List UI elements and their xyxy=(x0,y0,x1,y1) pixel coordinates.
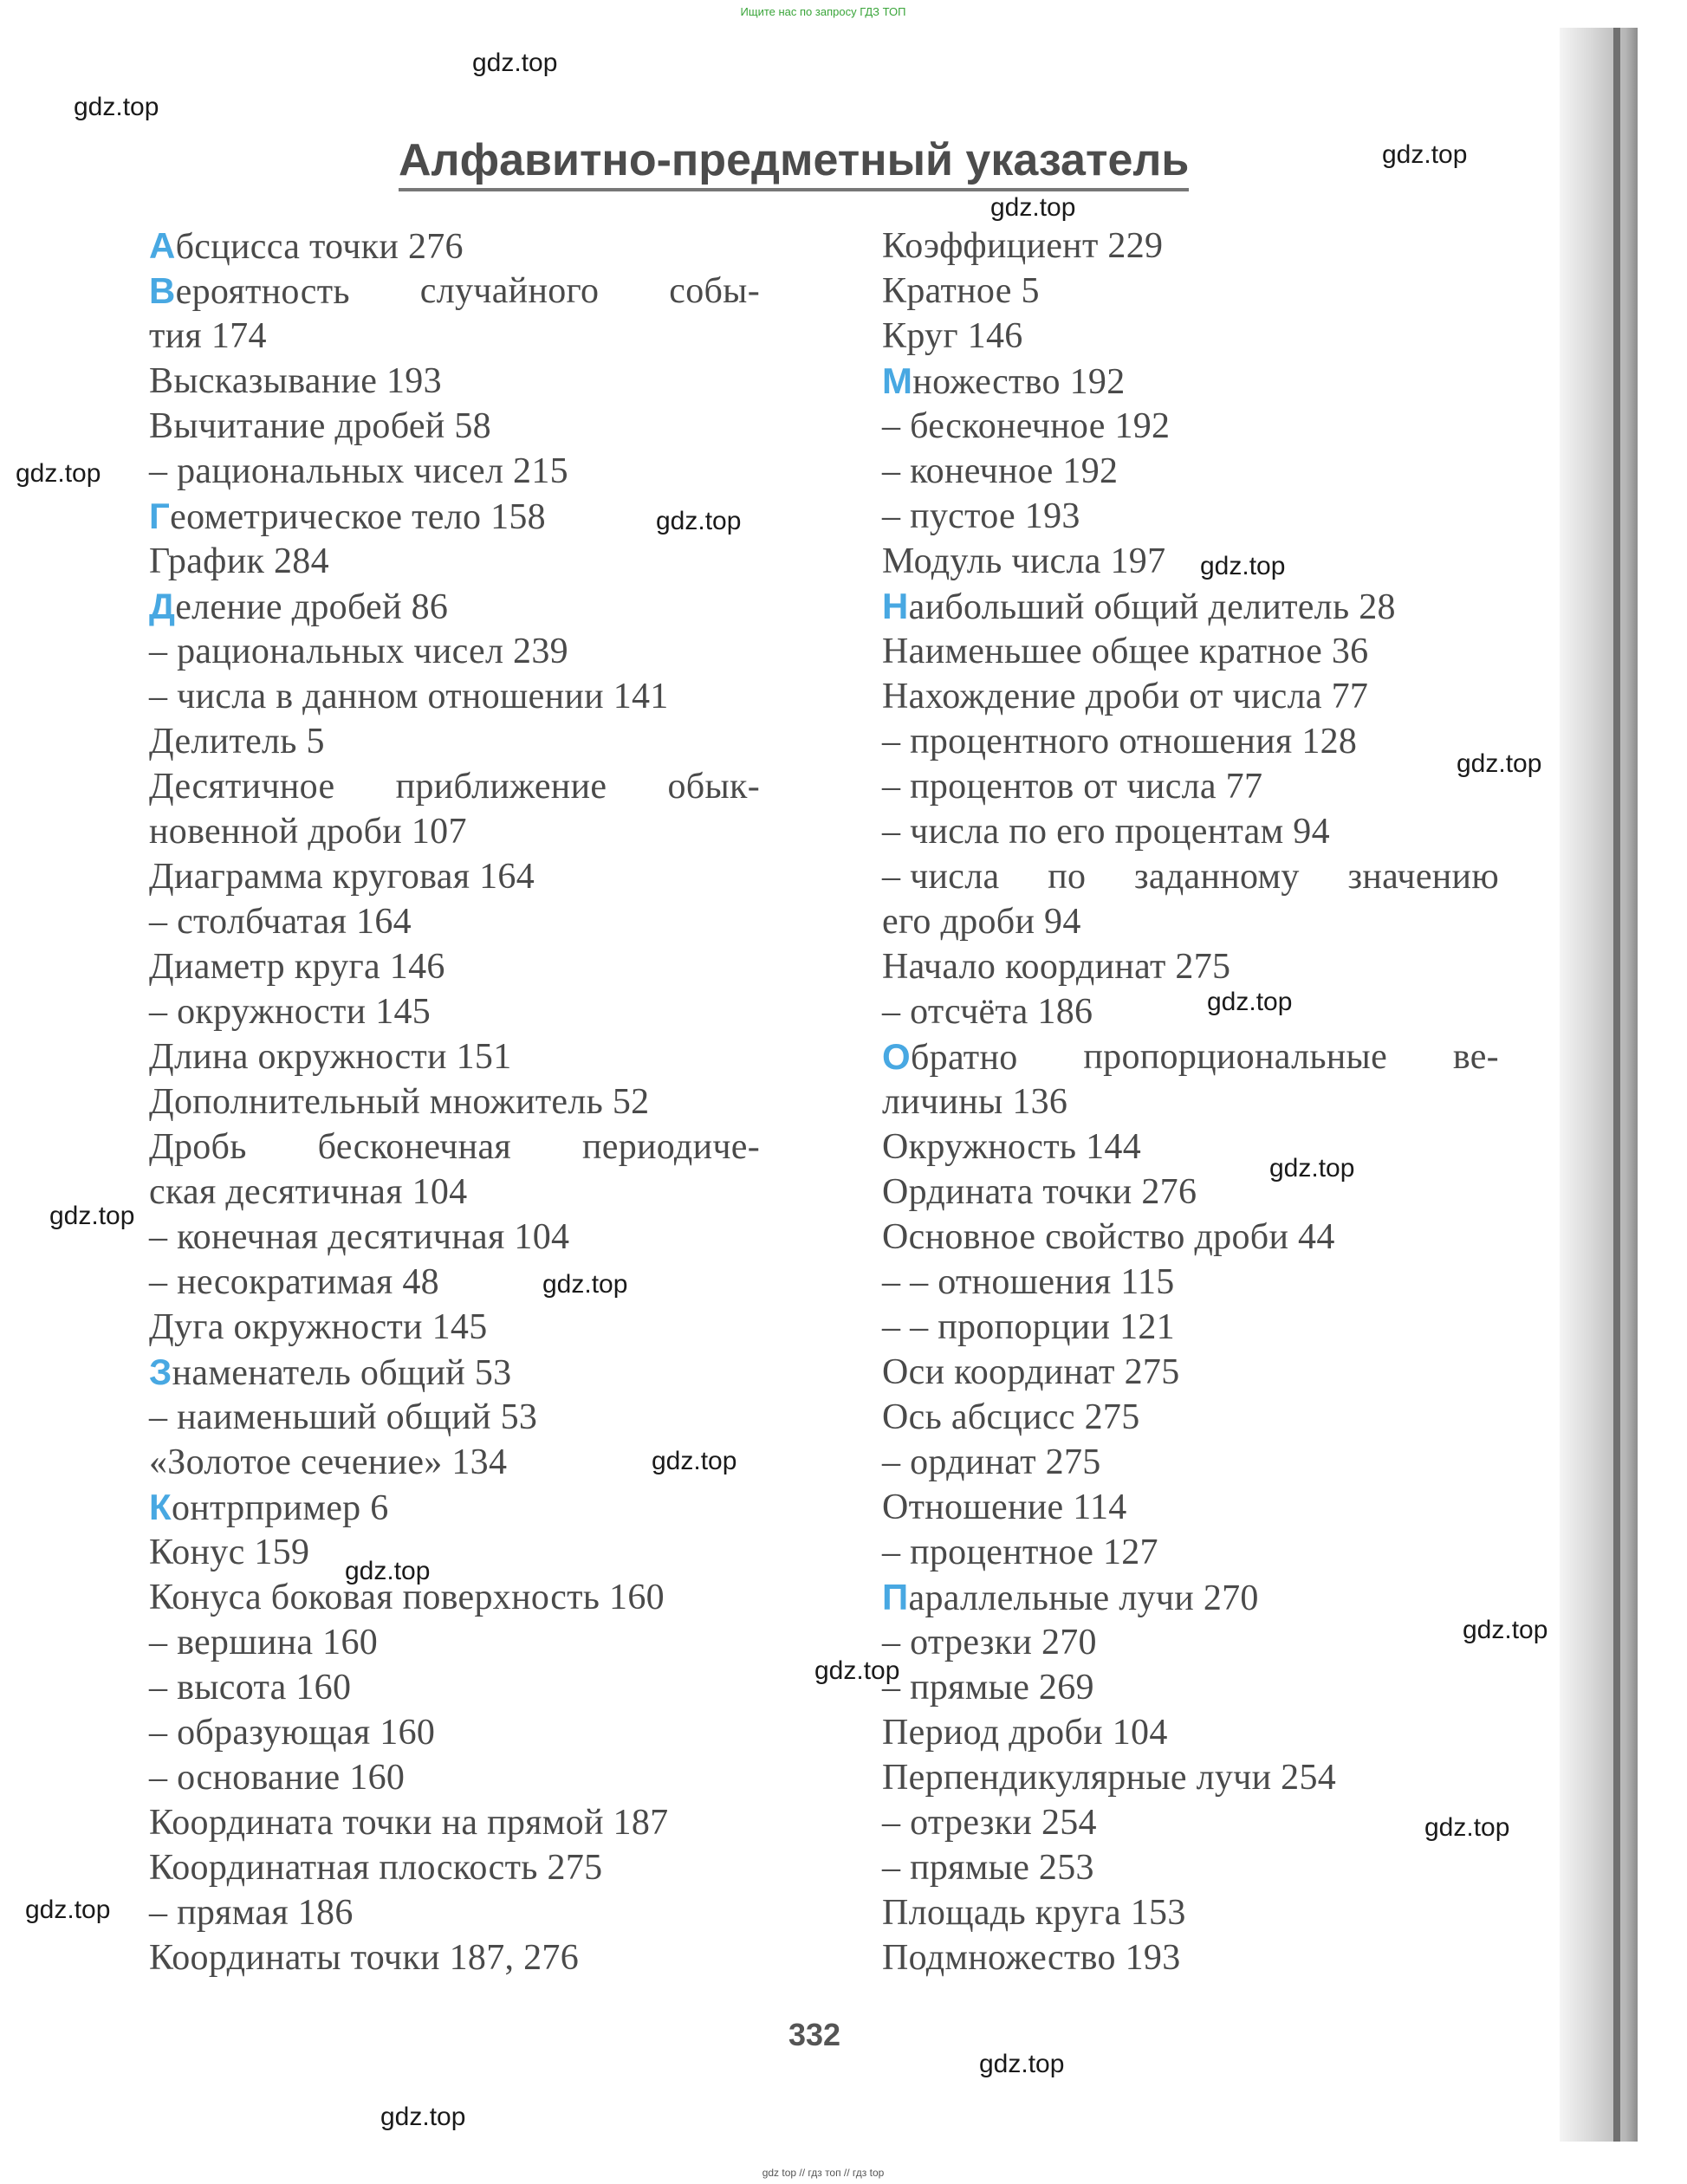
index-entry-word: пропорциональные xyxy=(1083,1037,1388,1077)
index-entry xyxy=(149,1530,760,1575)
index-entry xyxy=(149,674,760,719)
index-entry-word: значению xyxy=(1347,857,1499,897)
watermark: gdz.top xyxy=(1382,140,1468,169)
index-entry xyxy=(882,989,1499,1034)
index-entry xyxy=(149,1620,760,1665)
index-entry xyxy=(882,224,1499,269)
index-entry-text: Площадь круга 153 xyxy=(882,1893,1186,1933)
index-entry xyxy=(882,1305,1499,1350)
bottom-banner: gdz top // гдз топ // гдз top xyxy=(762,2167,885,2179)
index-entry-text: новенной дроби 107 xyxy=(149,812,467,852)
index-entry-text: Ось абсцисс 275 xyxy=(882,1397,1140,1437)
index-entry-text: аибольший общий делитель 28 xyxy=(908,587,1396,627)
index-entry xyxy=(149,224,760,269)
index-entry-text: Координатная плоскость 275 xyxy=(149,1848,603,1888)
watermark: gdz.top xyxy=(380,2103,466,2131)
index-entry xyxy=(882,1170,1499,1215)
index-entry-text: еление дробей 86 xyxy=(175,587,449,627)
index-entry xyxy=(882,1800,1499,1845)
index-entry-text: – процентное 127 xyxy=(882,1533,1158,1572)
index-entry xyxy=(882,719,1499,764)
index-entry-text: Круг 146 xyxy=(882,316,1023,356)
index-entry xyxy=(149,809,760,854)
index-entry-text: – числа в данном отношении 141 xyxy=(149,677,669,716)
section-initial-letter: Д xyxy=(149,586,176,626)
index-entry xyxy=(882,1890,1499,1935)
index-entry-text: – образующая 160 xyxy=(149,1713,436,1753)
watermark: gdz.top xyxy=(1463,1616,1548,1644)
index-entry-word: – числа xyxy=(882,857,1000,897)
index-entry xyxy=(882,584,1499,629)
index-entry-text: Наименьшее общее кратное 36 xyxy=(882,632,1369,671)
index-entry-text: – – пропорции 121 xyxy=(882,1307,1175,1347)
index-entry-text: – отсчёта 186 xyxy=(882,992,1093,1032)
index-entry-word: Дробь xyxy=(149,1127,247,1167)
watermark: gdz.top xyxy=(74,93,159,121)
index-entry xyxy=(882,1755,1499,1800)
index-entry xyxy=(149,1665,760,1710)
index-entry-text: Окружность 144 xyxy=(882,1127,1142,1167)
watermark: gdz.top xyxy=(814,1656,900,1685)
index-entry-text: «Золотое сечение» 134 xyxy=(149,1442,508,1482)
index-entry xyxy=(882,944,1499,989)
watermark: gdz.top xyxy=(656,507,742,535)
index-entry-text: – прямые 253 xyxy=(882,1848,1094,1888)
index-entry xyxy=(882,1124,1499,1170)
index-entry xyxy=(149,539,760,584)
index-entry-text: – ординат 275 xyxy=(882,1442,1101,1482)
watermark: gdz.top xyxy=(979,2050,1065,2078)
index-entry-text: – столбчатая 164 xyxy=(149,902,412,942)
index-entry-text: Нахождение дроби от числа 77 xyxy=(882,677,1369,716)
index-entry xyxy=(149,1845,760,1890)
index-entry xyxy=(882,1079,1499,1124)
index-entry xyxy=(149,629,760,674)
index-entry-text: – конечное 192 xyxy=(882,451,1119,491)
index-entry-text: – числа по его процентам 94 xyxy=(882,812,1330,852)
index-entry-first-word xyxy=(149,269,350,314)
index-entry xyxy=(149,1800,760,1845)
index-entry-word: обык- xyxy=(667,767,760,807)
index-entry xyxy=(882,629,1499,674)
index-entry-text: Конуса боковая поверхность 160 xyxy=(149,1578,665,1617)
index-entry-text: – отрезки 254 xyxy=(882,1803,1097,1843)
index-entry xyxy=(149,1395,760,1440)
index-entry-text: ская десятичная 104 xyxy=(149,1172,468,1212)
section-initial-letter: А xyxy=(149,225,176,266)
index-entry xyxy=(149,1260,760,1305)
index-entry xyxy=(149,719,760,764)
index-entry-word: ероятность xyxy=(175,272,350,312)
index-entry xyxy=(149,899,760,944)
index-entry-text: – конечная десятичная 104 xyxy=(149,1217,570,1257)
watermark: gdz.top xyxy=(990,193,1076,222)
index-entry-text: Начало координат 275 xyxy=(882,947,1231,987)
index-entry-text: Отношение 114 xyxy=(882,1487,1127,1527)
index-entry-text: Вычитание дробей 58 xyxy=(149,406,491,446)
index-entry xyxy=(882,1350,1499,1395)
index-entry-text: – основание 160 xyxy=(149,1758,406,1798)
index-entry xyxy=(149,1710,760,1755)
index-entry-text: – рациональных чисел 239 xyxy=(149,632,568,671)
index-entry-word: братно xyxy=(910,1038,1018,1078)
index-entry xyxy=(149,1350,760,1395)
index-entry xyxy=(882,539,1499,584)
index-entry xyxy=(149,584,760,629)
index-entry xyxy=(149,359,760,404)
index-entry-word: периодиче- xyxy=(582,1127,760,1167)
section-initial-letter: В xyxy=(149,270,176,311)
index-entry xyxy=(882,1620,1499,1665)
index-entry-text: Дополнительный множитель 52 xyxy=(149,1082,650,1122)
index-entry xyxy=(882,899,1499,944)
index-entry-text: онтрпример 6 xyxy=(171,1488,389,1528)
index-column-right xyxy=(882,224,1499,1980)
index-entry xyxy=(149,314,760,359)
index-entry-text: его дроби 94 xyxy=(882,902,1081,942)
index-entry-text: наменатель общий 53 xyxy=(172,1353,512,1393)
index-entry-text: – наименьший общий 53 xyxy=(149,1397,538,1437)
index-entry-first-word xyxy=(882,1034,1018,1079)
index-entry xyxy=(149,944,760,989)
section-initial-letter: М xyxy=(882,360,913,401)
index-entry xyxy=(149,1079,760,1124)
index-entry-text: Коэффициент 229 xyxy=(882,226,1164,266)
index-entry-text: – рациональных чисел 215 xyxy=(149,451,568,491)
index-entry-text: Дуга окружности 145 xyxy=(149,1307,488,1347)
section-initial-letter: Г xyxy=(149,496,171,536)
index-entry-text: еометрическое тело 158 xyxy=(170,497,546,537)
watermark: gdz.top xyxy=(1424,1813,1510,1842)
index-entry-text: араллельные лучи 270 xyxy=(908,1578,1259,1618)
index-entry-text: Высказывание 193 xyxy=(149,361,442,401)
section-initial-letter: К xyxy=(149,1487,172,1527)
index-entry-text: Подмножество 193 xyxy=(882,1938,1181,1978)
section-initial-letter: П xyxy=(882,1577,909,1617)
watermark: gdz.top xyxy=(1200,552,1286,580)
index-entry-text: – прямая 186 xyxy=(149,1893,354,1933)
index-entry xyxy=(882,1710,1499,1755)
index-entry xyxy=(149,1755,760,1800)
index-entry-text: Координаты точки 187, 276 xyxy=(149,1938,580,1978)
index-entry xyxy=(149,1124,760,1170)
index-entry-text: Длина окружности 151 xyxy=(149,1037,512,1077)
index-entry-word: заданному xyxy=(1134,857,1300,897)
index-entry-text: Координата точки на прямой 187 xyxy=(149,1803,669,1843)
index-entry xyxy=(149,764,760,809)
index-entry xyxy=(882,1935,1499,1980)
index-entry xyxy=(882,809,1499,854)
index-entry xyxy=(882,404,1499,449)
index-entry xyxy=(882,1395,1499,1440)
page-number: 332 xyxy=(788,2017,841,2052)
index-entry-text: – несократимая 48 xyxy=(149,1262,439,1302)
index-entry xyxy=(149,1215,760,1260)
book-spine-shadow xyxy=(1560,28,1638,2142)
index-entry-text: – процентного отношения 128 xyxy=(882,722,1358,761)
watermark: gdz.top xyxy=(472,49,558,77)
watermark: gdz.top xyxy=(345,1557,431,1585)
index-entry xyxy=(882,1215,1499,1260)
index-entry xyxy=(882,854,1499,899)
index-entry-text: График 284 xyxy=(149,541,329,581)
watermark: gdz.top xyxy=(1457,749,1542,778)
index-entry-text: Модуль числа 197 xyxy=(882,541,1166,581)
index-entry-text: Диаметр круга 146 xyxy=(149,947,445,987)
index-entry-word: случайного xyxy=(419,271,600,311)
index-entry-text: – пустое 193 xyxy=(882,496,1080,536)
index-entry-text: ножество 192 xyxy=(912,362,1126,402)
index-entry-word: собы- xyxy=(669,271,760,311)
section-initial-letter: Н xyxy=(882,586,909,626)
index-entry xyxy=(149,1935,760,1980)
index-entry xyxy=(149,449,760,494)
index-entry xyxy=(149,1575,760,1620)
index-column-left xyxy=(149,224,760,1980)
index-entry xyxy=(149,854,760,899)
index-entry-text: Ордината точки 276 xyxy=(882,1172,1197,1212)
watermark: gdz.top xyxy=(1269,1154,1355,1183)
index-entry-text: тия 174 xyxy=(149,316,267,356)
index-entry xyxy=(882,1665,1499,1710)
index-entry xyxy=(149,1034,760,1079)
watermark: gdz.top xyxy=(16,459,101,488)
index-entry-text: Основное свойство дроби 44 xyxy=(882,1217,1335,1257)
index-entry-word: бесконечная xyxy=(317,1127,512,1167)
index-entry-text: – окружности 145 xyxy=(149,992,431,1032)
index-entry xyxy=(882,1845,1499,1890)
index-entry-text: – прямые 269 xyxy=(882,1668,1094,1708)
index-entry-word: Десятичное xyxy=(149,767,335,807)
index-entry xyxy=(882,1485,1499,1530)
index-entry xyxy=(149,989,760,1034)
section-initial-letter: З xyxy=(149,1351,172,1392)
index-entry xyxy=(149,404,760,449)
index-entry-word: приближение xyxy=(395,767,607,807)
index-entry xyxy=(882,314,1499,359)
top-banner: Ищите нас по запросу ГДЗ ТОП xyxy=(740,5,906,18)
index-entry-word: ве- xyxy=(1452,1037,1499,1077)
index-entry-text: Конус 159 xyxy=(149,1533,310,1572)
index-entry xyxy=(149,1305,760,1350)
index-entry xyxy=(882,449,1499,494)
section-initial-letter: О xyxy=(882,1036,911,1077)
index-entry xyxy=(149,1890,760,1935)
watermark: gdz.top xyxy=(542,1270,628,1299)
index-entry-text: личины 136 xyxy=(882,1082,1068,1122)
index-entry xyxy=(882,359,1499,404)
index-entry-text: бсцисса точки 276 xyxy=(175,227,464,267)
index-entry xyxy=(882,764,1499,809)
page-title: Алфавитно-предметный указатель xyxy=(399,134,1189,191)
watermark: gdz.top xyxy=(25,1896,111,1924)
index-entry-text: Период дроби 104 xyxy=(882,1713,1168,1753)
index-entry-text: – процентов от числа 77 xyxy=(882,767,1263,807)
index-entry xyxy=(882,1575,1499,1620)
watermark: gdz.top xyxy=(652,1447,737,1475)
index-entry xyxy=(882,269,1499,314)
index-entry-text: Делитель 5 xyxy=(149,722,325,761)
index-entry-text: – вершина 160 xyxy=(149,1623,379,1662)
index-entry-text: Кратное 5 xyxy=(882,271,1040,311)
index-entry-text: – отрезки 270 xyxy=(882,1623,1097,1662)
index-entry xyxy=(882,494,1499,539)
index-entry xyxy=(149,1170,760,1215)
index-entry-word: по xyxy=(1048,857,1087,897)
index-entry xyxy=(882,1034,1499,1079)
index-entry-text: – – отношения 115 xyxy=(882,1262,1175,1302)
index-entry xyxy=(149,1485,760,1530)
watermark: gdz.top xyxy=(49,1202,135,1230)
index-entry xyxy=(149,269,760,314)
index-entry xyxy=(882,1440,1499,1485)
index-entry-text: Оси координат 275 xyxy=(882,1352,1180,1392)
index-entry-text: Диаграмма круговая 164 xyxy=(149,857,535,897)
index-entry-text: – бесконечное 192 xyxy=(882,406,1171,446)
watermark: gdz.top xyxy=(1207,988,1293,1016)
index-entry xyxy=(882,1260,1499,1305)
index-entry xyxy=(882,1530,1499,1575)
book-spine-edge xyxy=(1613,28,1620,2142)
index-entry-text: Перпендикулярные лучи 254 xyxy=(882,1758,1337,1798)
index-entry-text: – высота 160 xyxy=(149,1668,352,1708)
index-entry xyxy=(882,674,1499,719)
